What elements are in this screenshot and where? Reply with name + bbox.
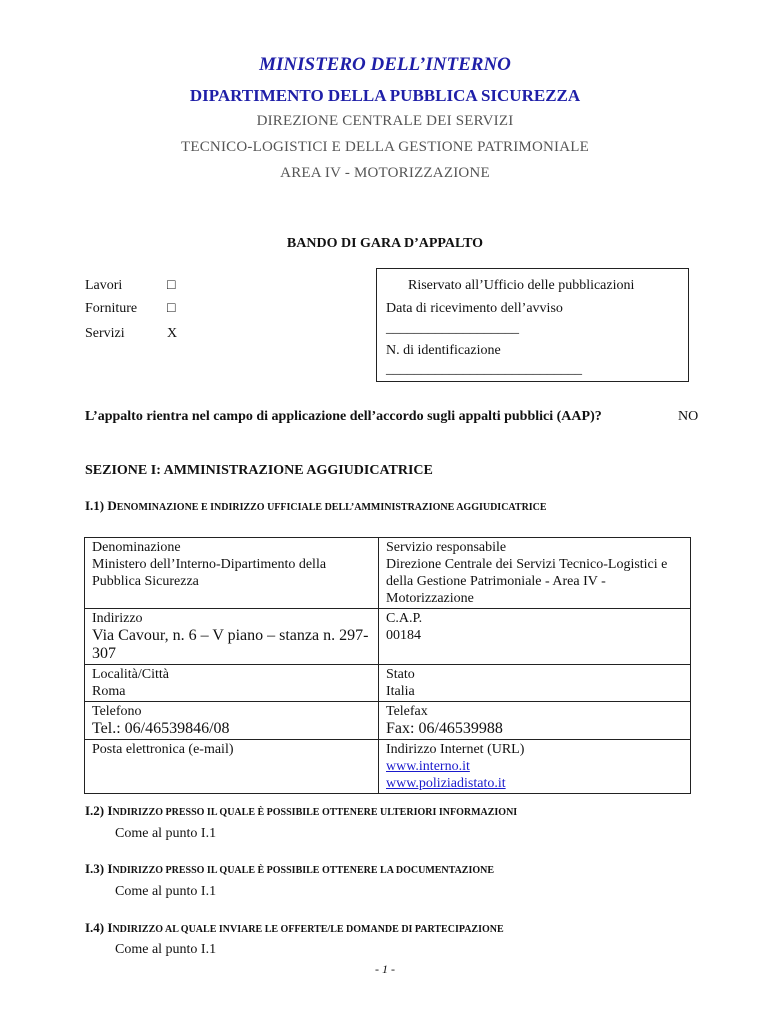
telefono-value: Tel.: 06/46539846/08 — [92, 720, 230, 737]
contract-type-forniture-checkbox: □ — [167, 301, 176, 316]
subsection-i4-number: I.4) I — [85, 920, 113, 935]
telefax-label: Telefax — [386, 704, 428, 719]
denominazione-value: Ministero dell’Interno-Dipartimento della Pubblica Sicurezza — [92, 557, 327, 589]
table-row — [85, 538, 691, 609]
contract-type-lavori-checkbox: □ — [167, 278, 176, 293]
localita-cell — [85, 665, 379, 702]
aap-question: L’appalto rientra nel campo di applicazione dell’accordo sugli appalti pubblici (AAP)? — [85, 409, 602, 424]
direction-line-1: DIREZIONE CENTRALE DEI SERVIZI — [256, 113, 514, 129]
reserved-office-box — [376, 268, 689, 382]
section-1-title: SEZIONE I: AMMINISTRAZIONE AGGIUDICATRICE — [85, 463, 433, 478]
subsection-i4-heading — [85, 920, 504, 936]
localita-label: Località/Città — [92, 667, 169, 682]
subsection-i2-number: I.2) I — [85, 803, 113, 818]
subsection-i4-text: NDIRIZZO AL QUALE INVIARE LE OFFERTE/LE DOMANDE DI PARTECIPAZIONE — [112, 924, 504, 935]
subsection-i4-value: Come al punto I.1 — [115, 942, 217, 957]
reserved-box-title: Riservato all’Ufficio delle pubblicazioni — [408, 278, 635, 293]
subsection-i1-number: I.1) D — [85, 498, 117, 513]
contract-type-lavori-label: Lavori — [85, 278, 123, 293]
subsection-i3-text: NDIRIZZO PRESSO IL QUALE È POSSIBILE OTTENERE LA DOCUMENTAZIONE — [112, 865, 495, 876]
subsection-i3-number: I.3) I — [85, 861, 113, 876]
cap-cell — [379, 609, 691, 665]
denominazione-label: Denominazione — [92, 540, 181, 555]
servizio-cell — [379, 538, 691, 609]
cap-label: C.A.P. — [386, 611, 423, 626]
subsection-i2-value: Come al punto I.1 — [115, 826, 217, 841]
email-label: Posta elettronica (e-mail) — [92, 742, 234, 757]
email-cell — [85, 740, 379, 794]
url-cell — [379, 740, 691, 794]
contract-type-forniture-label: Forniture — [85, 301, 138, 316]
identification-number-blank: ____________________________ — [386, 362, 582, 377]
page-number: - 1 - — [375, 962, 395, 976]
subsection-i1-heading — [85, 498, 547, 514]
cap-value: 00184 — [386, 628, 421, 643]
stato-value: Italia — [386, 684, 415, 699]
document-title: BANDO DI GARA D’APPALTO — [286, 236, 484, 251]
table-row — [85, 740, 691, 794]
ministry-title: MINISTERO DELL’INTERNO — [259, 54, 511, 75]
receipt-date-label: Data di ricevimento dell’avviso — [386, 301, 563, 316]
contracting-authority-table — [84, 537, 691, 794]
table-row — [85, 702, 691, 740]
identification-number-label: N. di identificazione — [386, 343, 501, 358]
table-row — [85, 665, 691, 702]
url-link-polizia[interactable]: www.poliziadistato.it — [386, 776, 506, 791]
servizio-value: Direzione Centrale dei Servizi Tecnico-Logistici e della Gestione Patrimoniale - Area IV - Motorizzazione — [386, 557, 668, 606]
telefono-cell — [85, 702, 379, 740]
indirizzo-cell — [85, 609, 379, 665]
servizio-label: Servizio responsabile — [386, 540, 507, 555]
subsection-i1-text: ENOMINAZIONE E INDIRIZZO UFFICIALE DELL’AMMINISTRAZIONE AGGIUDICATRICE — [116, 502, 547, 513]
direction-line-2: TECNICO-LOGISTICI E DELLA GESTIONE PATRIMONIALE — [181, 139, 589, 155]
telefono-label: Telefono — [92, 704, 142, 719]
contract-type-servizi-checkbox: X — [167, 326, 178, 341]
denominazione-cell — [85, 538, 379, 609]
stato-cell — [379, 665, 691, 702]
aap-answer: NO — [678, 409, 699, 424]
localita-value: Roma — [92, 684, 126, 699]
table-row — [85, 609, 691, 665]
department-title: DIPARTIMENTO DELLA PUBBLICA SICUREZZA — [189, 86, 581, 105]
contract-type-servizi-label: Servizi — [85, 326, 125, 341]
indirizzo-label: Indirizzo — [92, 611, 143, 626]
url-label: Indirizzo Internet (URL) — [386, 742, 525, 757]
area-title: AREA IV - MOTORIZZAZIONE — [280, 165, 490, 181]
subsection-i2-text: NDIRIZZO PRESSO IL QUALE È POSSIBILE OTTENERE ULTERIORI INFORMAZIONI — [112, 807, 518, 818]
url-link-interno[interactable]: www.interno.it — [386, 759, 470, 774]
telefax-value: Fax: 06/46539988 — [386, 720, 503, 737]
receipt-date-blank: ___________________ — [386, 321, 519, 336]
subsection-i2-heading — [85, 803, 517, 819]
indirizzo-value: Via Cavour, n. 6 – V piano – stanza n. 297-307 — [92, 627, 369, 662]
subsection-i3-heading — [85, 861, 494, 877]
subsection-i3-value: Come al punto I.1 — [115, 884, 217, 899]
stato-label: Stato — [386, 667, 415, 682]
telefax-cell — [379, 702, 691, 740]
